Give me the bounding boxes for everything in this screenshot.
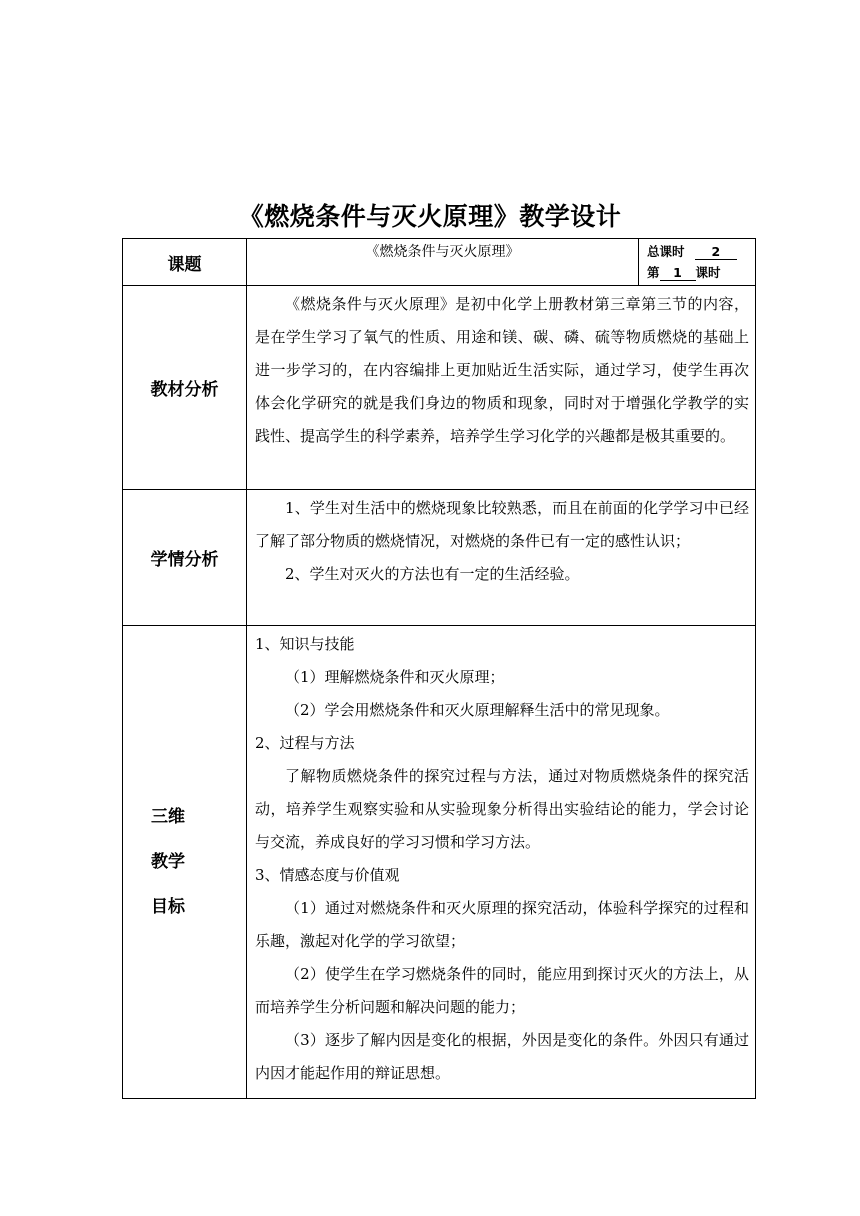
process-method-text: 了解物质燃烧条件的探究过程与方法，通过对物质燃烧条件的探究活动，培养学生观察实验和从实验现象分析得出实验结论的能力，学会讨论与交流，养成良好的学习习惯和学习方法。 bbox=[255, 767, 749, 851]
attitude-item-1: （1）通过对燃烧条件和灭火原理的探究活动，体验科学探究的过程和乐趣，激起对化学的学习欲望； bbox=[255, 899, 749, 950]
lesson-number-line bbox=[647, 262, 751, 283]
student-analysis-content bbox=[247, 490, 756, 626]
topic-label: 课题 bbox=[123, 239, 247, 286]
student-analysis-point-2: 2、学生对灭火的方法也有一定的生活经验。 bbox=[285, 565, 580, 583]
document-title: 《燃烧条件与灭火原理》教学设计 bbox=[238, 202, 622, 231]
total-hours-value: 2 bbox=[695, 244, 737, 260]
total-hours-label: 总课时 bbox=[647, 244, 685, 259]
knowledge-item-1: （1）理解燃烧条件和灭火原理； bbox=[285, 668, 505, 686]
student-analysis-row bbox=[123, 490, 756, 626]
attitude-item-2: （2）使学生在学习燃烧条件的同时，能应用到探讨灭火的方法上，从而培养学生分析问题和解决问题的能力； bbox=[255, 965, 749, 1016]
topic-row bbox=[123, 239, 756, 286]
lesson-number-value: 1 bbox=[660, 265, 696, 281]
objectives-label-line-2: 教学 bbox=[151, 851, 185, 872]
lesson-plan-table bbox=[122, 238, 756, 1099]
student-analysis-label: 学情分析 bbox=[123, 490, 247, 626]
objectives-label-line-3: 目标 bbox=[151, 896, 185, 917]
knowledge-skills-heading: 1、知识与技能 bbox=[255, 635, 355, 653]
attitude-item-3: （3）逐步了解内因是变化的根据，外因是变化的条件。外因只有通过内因才能起作用的辩证思想。 bbox=[255, 1031, 749, 1082]
textbook-analysis-content bbox=[247, 286, 756, 490]
objectives-content bbox=[247, 626, 756, 1099]
textbook-analysis-text: 《燃烧条件与灭火原理》是初中化学上册教材第三章第三节的内容，是在学生学习了氧气的性质、用途和镁、碳、磷、硫等物质燃烧的基础上进一步学习的，在内容编排上更加贴近生活实际，通过学习，使学生再次体会化学研究的就是我们身边的物质和现象，同时对于增强化学教学的实践性、提高学生的科学素养，培养学生学习化学的兴趣都是极其重要的。 bbox=[255, 295, 749, 445]
student-analysis-point-1: 1、学生对生活中的燃烧现象比较熟悉，而且在前面的化学学习中已经了解了部分物质的燃烧情况，对燃烧的条件已有一定的感性认识； bbox=[255, 499, 749, 550]
topic-value: 《燃烧条件与灭火原理》 bbox=[247, 239, 639, 286]
process-method-heading: 2、过程与方法 bbox=[255, 734, 355, 752]
objectives-label-line-1: 三维 bbox=[151, 806, 185, 827]
attitude-values-heading: 3、情感态度与价值观 bbox=[255, 866, 400, 884]
objectives-label bbox=[123, 626, 247, 1099]
textbook-analysis-label: 教材分析 bbox=[123, 286, 247, 490]
textbook-analysis-row bbox=[123, 286, 756, 490]
lesson-prefix: 第 bbox=[647, 265, 660, 280]
objectives-row bbox=[123, 626, 756, 1099]
knowledge-item-2: （2）学会用燃烧条件和灭火原理解释生活中的常见现象。 bbox=[285, 701, 670, 719]
lesson-suffix: 课时 bbox=[695, 265, 721, 280]
total-hours-line bbox=[647, 241, 751, 262]
lesson-hours-cell bbox=[639, 239, 756, 286]
